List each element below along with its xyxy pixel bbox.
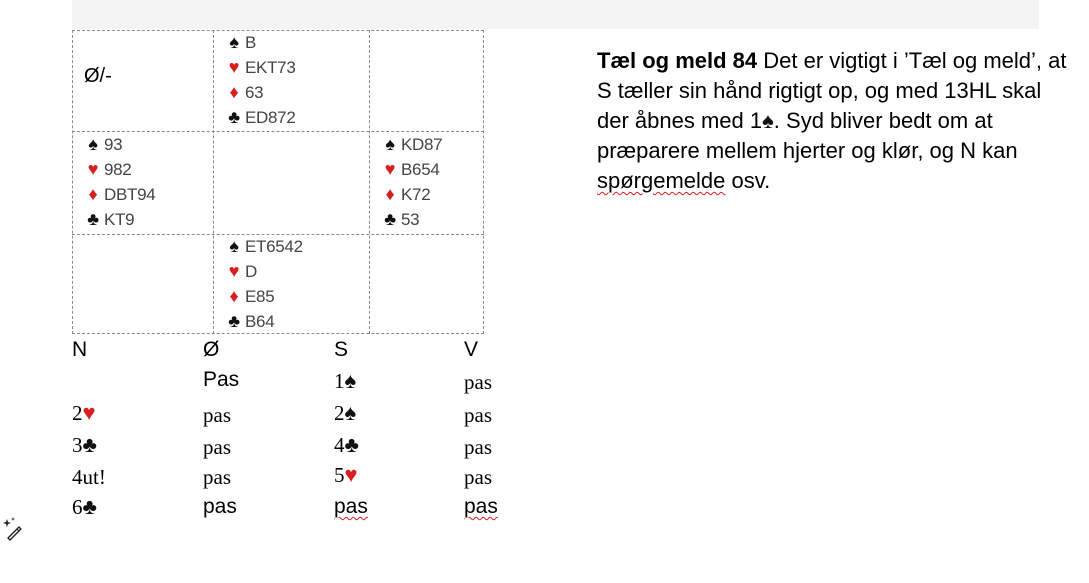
club-icon: ♣ (82, 432, 97, 457)
description-title: Tæl og meld 84 (597, 48, 758, 73)
spade-icon: ♠ (762, 108, 774, 133)
spade-icon: ♠ (344, 368, 357, 393)
dealer-vulnerability: Ø/- (84, 65, 112, 87)
west-spades: 93 (104, 135, 123, 154)
spade-icon: ♠ (88, 134, 98, 154)
diamond-icon: ♦ (385, 184, 395, 204)
auction-header-east: Ø (203, 338, 220, 361)
south-hand (224, 234, 303, 334)
club-icon: ♣ (384, 209, 396, 229)
west-clubs: KT9 (104, 210, 135, 229)
south-hearts: D (245, 262, 257, 281)
deal-diagram (72, 30, 484, 334)
magic-wand-icon[interactable] (2, 516, 28, 542)
bid-r3-east: pas (203, 435, 231, 459)
club-icon: ♣ (228, 311, 240, 331)
bid-r1-south: 1♠ (334, 368, 357, 393)
spade-icon: ♠ (385, 134, 395, 154)
bid-r4-west: pas (464, 465, 492, 489)
bid-r2-east: pas (203, 403, 231, 427)
north-diamonds: 63 (245, 83, 264, 102)
bid-r2-south: 2♠ (334, 400, 357, 425)
east-clubs: 53 (401, 210, 420, 229)
bid-r2-west: pas (464, 403, 492, 427)
heart-icon: ♥ (87, 159, 99, 179)
south-clubs: B64 (245, 312, 275, 331)
header-bar (72, 0, 1039, 29)
heart-icon: ♥ (344, 462, 358, 487)
bid-r5-south: pas (334, 495, 368, 518)
north-hand (224, 30, 295, 130)
club-icon: ♣ (228, 107, 240, 127)
heart-icon: ♥ (82, 400, 96, 425)
west-hearts: 982 (104, 160, 132, 179)
south-spades: ET6542 (245, 237, 303, 256)
south-diamonds: E85 (245, 287, 275, 306)
heart-icon: ♥ (228, 261, 240, 281)
bid-r1-east: Pas (203, 368, 240, 391)
description-body-1: Det er vigtigt i ’Tæl og meld’, at S tæller sin hånd rigtigt op, og med 13HL skal der åbnes med 1 (597, 48, 1067, 133)
heart-icon: ♥ (384, 159, 396, 179)
description-text (597, 46, 1067, 196)
bid-r3-north: 3♣ (72, 432, 97, 457)
club-icon: ♣ (344, 432, 359, 457)
bid-r3-west: pas (464, 435, 492, 459)
east-hearts: B654 (401, 160, 440, 179)
bid-r2-north: 2♥ (72, 400, 96, 425)
bid-r4-south: 5♥ (334, 462, 358, 487)
east-spades: KD87 (401, 135, 443, 154)
spade-icon: ♠ (344, 400, 357, 425)
west-diamonds: DBT94 (104, 185, 156, 204)
heart-icon: ♥ (228, 57, 240, 77)
east-hand (380, 132, 442, 232)
club-icon: ♣ (87, 209, 99, 229)
description-body-end: osv. (725, 168, 771, 193)
bid-r3-south: 4♣ (334, 432, 359, 457)
diamond-icon: ♦ (229, 82, 239, 102)
misspelled-word[interactable]: spørgemelde (597, 168, 726, 193)
east-diamonds: K72 (401, 185, 431, 204)
auction-header-west: V (464, 338, 479, 361)
bid-r1-west: pas (464, 370, 492, 394)
north-spades: B (245, 33, 257, 52)
auction-header-south: S (334, 338, 349, 361)
north-hearts: EKT73 (245, 58, 296, 77)
auction-header-north: N (72, 338, 88, 361)
spade-icon: ♠ (229, 236, 239, 256)
spade-icon: ♠ (229, 32, 239, 52)
description-body-2: . Syd bliver bedt om at præparere mellem hjerter og klør, og N kan (597, 108, 1018, 163)
bid-r5-east: pas (203, 495, 237, 518)
bid-r5-north: 6♣ (72, 494, 97, 519)
bid-r5-west: pas (464, 495, 498, 518)
club-icon: ♣ (82, 494, 97, 519)
diamond-icon: ♦ (229, 286, 239, 306)
bid-r4-north: 4ut! (72, 465, 106, 489)
bid-r4-east: pas (203, 465, 231, 489)
diamond-icon: ♦ (88, 184, 98, 204)
north-clubs: ED872 (245, 108, 296, 127)
west-hand (83, 132, 155, 232)
